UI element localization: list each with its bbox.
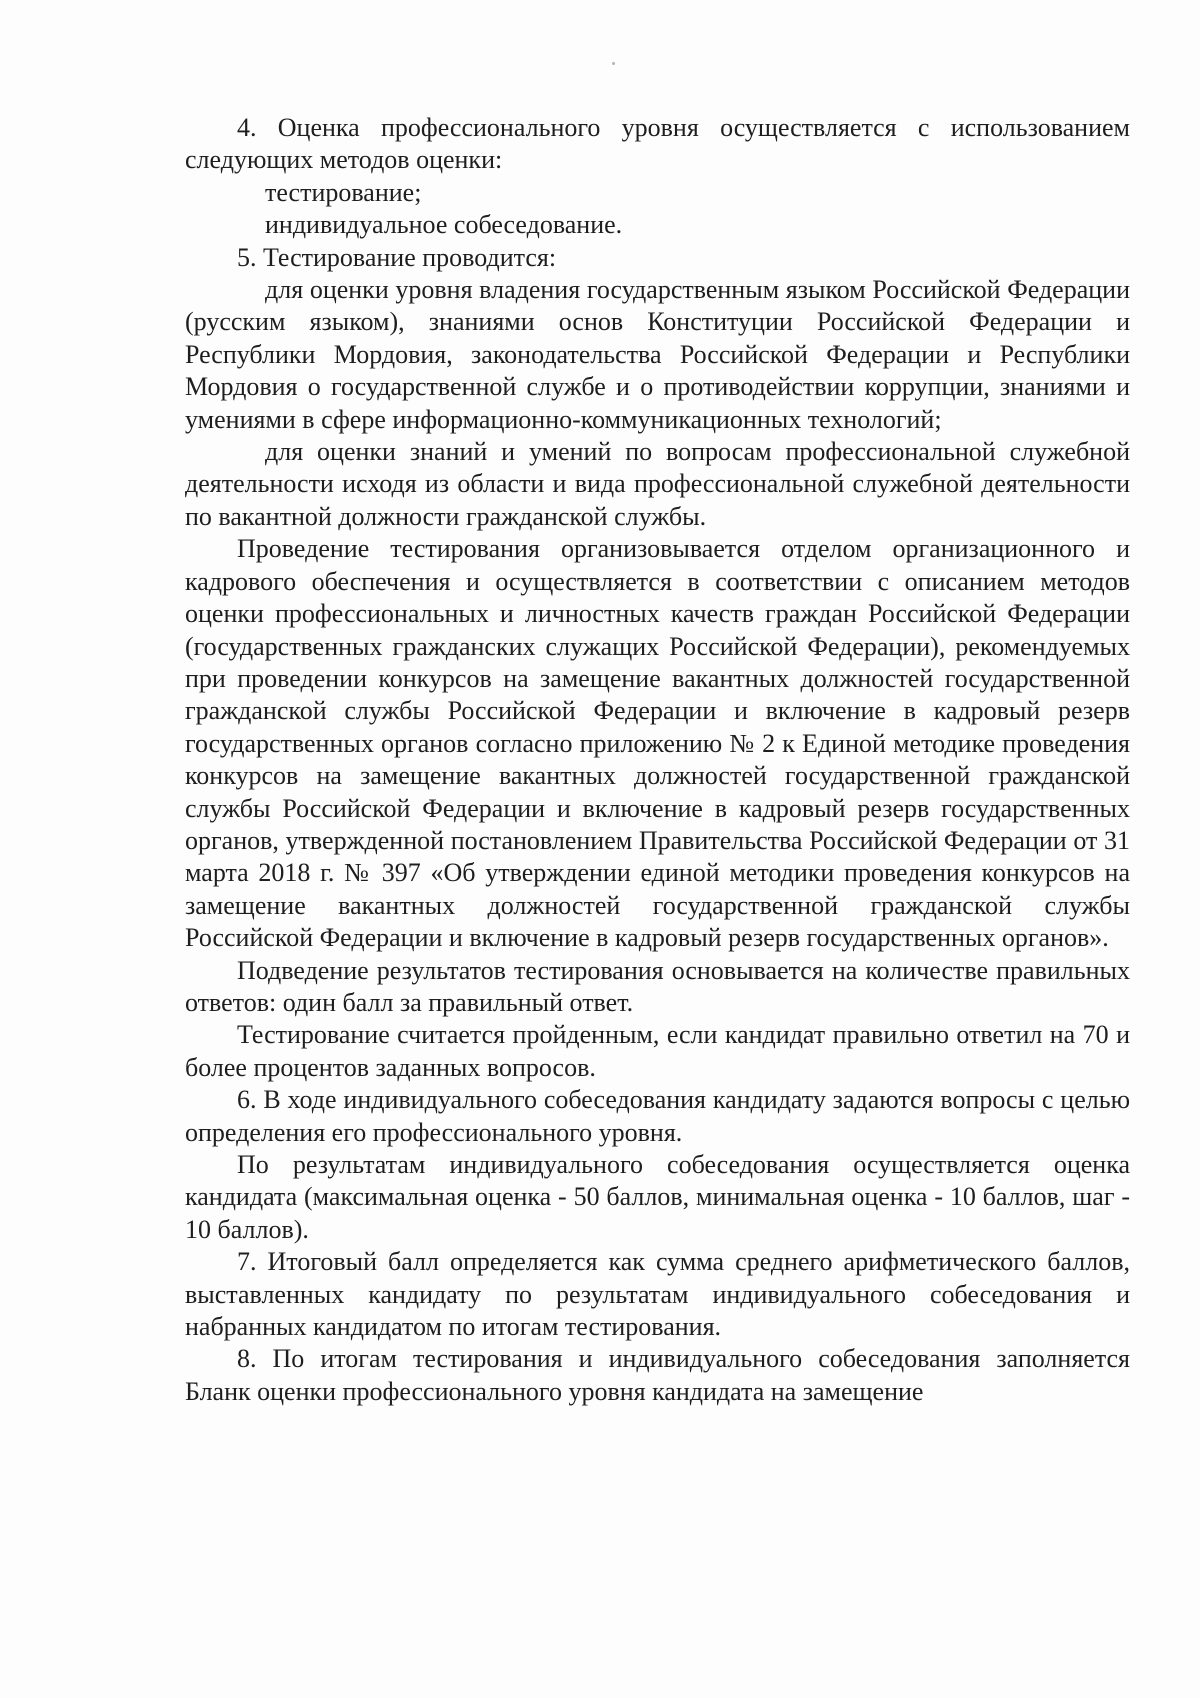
- paragraph-professional-skills: для оценки знаний и умений по вопросам профессиональной служебной деятельности исходя из области и вида профессиональной служебной деятельности по вакантной должности гражданской службы.: [185, 437, 1130, 531]
- paragraph-interview-score: По результатам индивидуального собеседования осуществляется оценка кандидата (максимальная оценка - 50 баллов, минимальная оценка - 10 баллов, шаг - 10 баллов).: [185, 1150, 1130, 1244]
- paragraph-section-6: 6. В ходе индивидуального собеседования кандидату задаются вопросы с целью определения его профессионального уровня.: [185, 1085, 1130, 1147]
- paragraph-section-7: 7. Итоговый балл определяется как сумма среднего арифметического баллов, выставленных кандидату по результатам индивидуального собеседования и набранных кандидатом по итогам тестирования.: [185, 1247, 1130, 1342]
- list-item-testing: тестирование;: [265, 177, 422, 207]
- document-body: [185, 112, 1130, 1408]
- paragraph-language-knowledge: для оценки уровня владения государственным языком Российской Федерации (русским языком), знаниями основ Конституции Российской Федерации и Республики Мордовия, законодательства Российской Федерации и Республики Мордовия о государственной службе и о противодействии коррупции, знаниями и умениями в сфере информационно-коммуникационных технологий;: [185, 275, 1130, 434]
- paragraph-section-5: 5. Тестирование проводится:: [237, 242, 557, 272]
- paragraph-testing-results: Подведение результатов тестирования основывается на количестве правильных ответов: один балл за правильный ответ.: [185, 955, 1130, 1017]
- paragraph-testing-organization: Проведение тестирования организовывается отделом организационного и кадрового обеспечения и осуществляется в соответствии с описанием методов оценки профессиональных и личностных качеств граждан Российской Федерации (государственных гражданских служащих Российской Федерации), рекомендуемых при проведении конкурсов на замещение вакантных должностей государственной гражданской службы Российской Федерации и включение в кадровый резерв государственных органов согласно приложению № 2 к Единой методике проведения конкурсов на замещение вакантных должностей государственной гражданской службы Российской Федерации и включение в кадровый резерв государственных органов, утвержденной постановлением Правительства Российской Федерации от 31 марта 2018 г. № 397 «Об утверждении единой методики проведения конкурсов на замещение вакантных должностей государственной гражданской службы Российской Федерации и включение в кадровый резерв государственных органов».: [185, 534, 1130, 953]
- paragraph-section-8: 8. По итогам тестирования и индивидуального собеседования заполняется Бланк оценки профессионального уровня кандидата на замещение: [185, 1344, 1130, 1406]
- scan-speck: [612, 62, 615, 65]
- list-item-interview: индивидуальное собеседование.: [265, 210, 623, 240]
- paragraph-testing-passed: Тестирование считается пройденным, если кандидат правильно ответил на 70 и более процентов заданных вопросов.: [185, 1020, 1130, 1082]
- paragraph-section-4: 4. Оценка профессионального уровня осуществляется с использованием следующих методов оценки:: [185, 113, 1130, 175]
